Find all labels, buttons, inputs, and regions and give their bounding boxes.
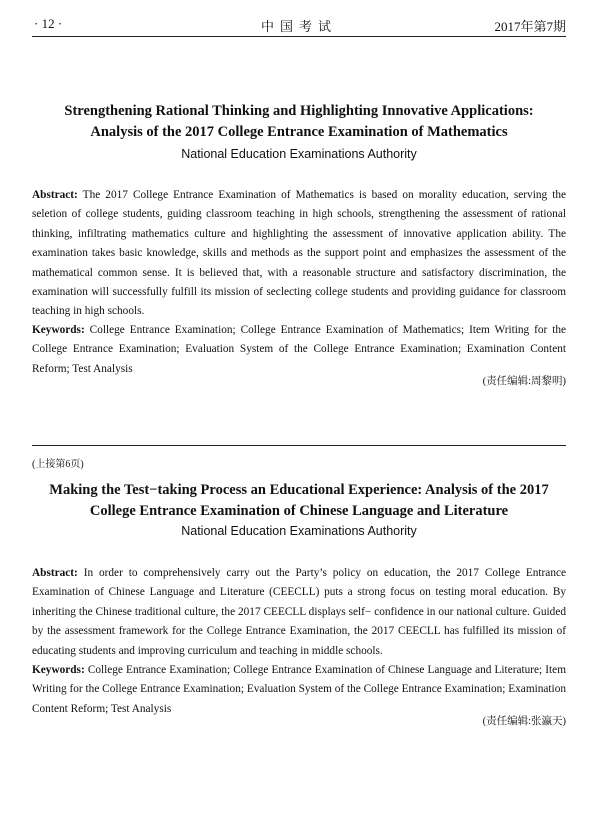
article1-title-line2: Analysis of the 2017 College Entrance Examination of Mathematics [90, 124, 508, 140]
article2-abstract [32, 564, 566, 661]
header-divider [32, 36, 566, 37]
keywords-label: Keywords: [32, 664, 85, 676]
article1-abstract [32, 186, 566, 322]
abstract-label: Abstract: [32, 567, 78, 579]
keywords-label: Keywords: [32, 324, 85, 336]
article2-title-line2: College Entrance Examination of Chinese Language and Literature [89, 503, 509, 519]
issue-label: 2017年第7期 [494, 19, 566, 34]
article2-keywords [32, 661, 566, 719]
article1-title-line1: Strengthening Rational Thinking and Highlighting Innovative Applications: [64, 103, 534, 119]
article1-keywords [32, 321, 566, 379]
section-divider [32, 445, 566, 446]
article1-author: National Education Examinations Authority [181, 147, 417, 161]
keywords-text: College Entrance Examination; College Entrance Examination of Chinese Language and Literature; Item Writing for the College Entrance Examination; Evaluation System of the College Entrance Examination; Examination Content Reform; Test Analysis [32, 664, 566, 715]
article1-editor: (责任编辑:周黎明) [482, 376, 566, 387]
running-header [32, 14, 566, 34]
article2-title-line1: Making the Test−taking Process an Educational Experience: Analysis of the 2017 [49, 482, 549, 498]
journal-name: 中国考试 [260, 19, 337, 34]
continued-note: (上接第6页) [32, 459, 84, 470]
keywords-text: College Entrance Examination; College Entrance Examination of Mathematics; Item Writing for the College Entrance Examination; Evaluation System of the College Entrance Examination; Examination Content Reform; Test Analysis [32, 324, 567, 375]
abstract-text: In order to comprehensively carry out the Party’s policy on education, the 2017 College Entrance Examination of Chinese Language and Literature (CEECLL) puts a strong focus on testing moral education. By inheriting the Chinese traditional culture, the 2017 CEECLL displays self− confidence in our national culture. Guided by the assessment framework for the College Entrance Examination, the 2017 CEECLL has fulfilled its mission of educating students and improving curriculum and teaching in middle schools. [32, 567, 566, 657]
page-number: · 12 · [34, 16, 63, 31]
abstract-text: The 2017 College Entrance Examination of Mathematics is based on morality education, serving the seletion of college students, guiding classroom teaching in high schools, strengthening the assessment of rational thinking, infiltrating mathematics culture and highlighting the assessment of innovative application ability. The examination takes basic knowledge, skills and methods as the support point and emphasizes the assessment of the mathematical common sense. It is believed that, with a reasonable structure and satisfactory discrimination, the examination will successfully fulfill its mission of seclecting college students and providing guidance for classroom teaching in high schools. [32, 189, 566, 318]
article2-author: National Education Examinations Authority [181, 524, 417, 538]
article2-editor: (责任编辑:张瀛天) [482, 716, 566, 727]
abstract-label: Abstract: [32, 189, 78, 201]
